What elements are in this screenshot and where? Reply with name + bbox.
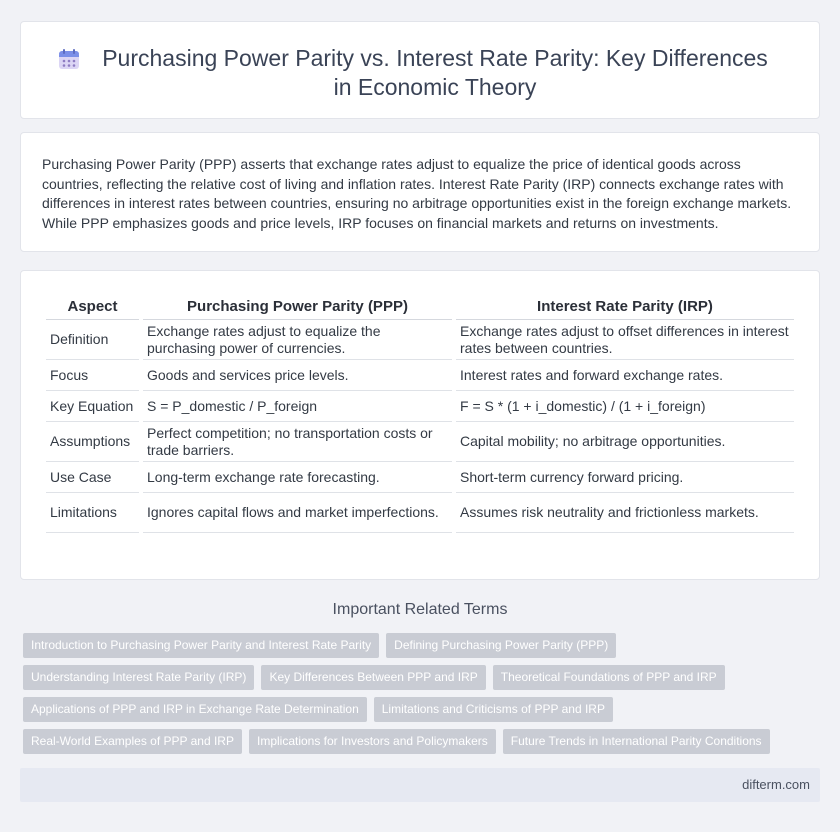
related-term-link[interactable]: Introduction to Purchasing Power Parity and Interest Rate Parity bbox=[23, 633, 379, 658]
row-aspect: Definition bbox=[46, 320, 139, 360]
row-aspect: Assumptions bbox=[46, 422, 139, 462]
tag-row bbox=[23, 729, 783, 754]
row-irp: Interest rates and forward exchange rates. bbox=[456, 360, 794, 391]
row-aspect: Key Equation bbox=[46, 391, 139, 422]
row-ppp: Ignores capital flows and market imperfections. bbox=[143, 493, 452, 533]
row-aspect: Focus bbox=[46, 360, 139, 391]
related-term-link[interactable]: Applications of PPP and IRP in Exchange Rate Determination bbox=[23, 697, 367, 722]
footer bbox=[20, 768, 820, 802]
site-link[interactable]: difterm.com bbox=[742, 777, 810, 792]
table-row bbox=[46, 391, 794, 422]
related-term-link[interactable]: Future Trends in International Parity Conditions bbox=[503, 729, 770, 754]
comparison-table bbox=[42, 294, 798, 533]
related-term-link[interactable]: Defining Purchasing Power Parity (PPP) bbox=[386, 633, 616, 658]
tag-row bbox=[23, 697, 783, 722]
tag-row bbox=[23, 633, 783, 658]
header-aspect: Aspect bbox=[46, 294, 139, 320]
table-header-row bbox=[46, 294, 794, 320]
row-ppp: Goods and services price levels. bbox=[143, 360, 452, 391]
related-terms-list bbox=[23, 633, 783, 761]
title-card bbox=[20, 21, 820, 119]
related-term-link[interactable]: Implications for Investors and Policymakers bbox=[249, 729, 496, 754]
comparison-card bbox=[20, 270, 820, 580]
row-irp: Exchange rates adjust to offset differences in interest rates between countries. bbox=[456, 320, 794, 360]
row-ppp: Exchange rates adjust to equalize the purchasing power of currencies. bbox=[143, 320, 452, 360]
row-irp: Capital mobility; no arbitrage opportunities. bbox=[456, 422, 794, 462]
row-ppp: S = P_domestic / P_foreign bbox=[143, 391, 452, 422]
table-row bbox=[46, 422, 794, 462]
row-ppp: Long-term exchange rate forecasting. bbox=[143, 462, 452, 493]
related-terms-heading: Important Related Terms bbox=[332, 601, 508, 618]
row-irp: Assumes risk neutrality and frictionless markets. bbox=[456, 493, 794, 533]
header-irp: Interest Rate Parity (IRP) bbox=[456, 294, 794, 320]
table-row bbox=[46, 360, 794, 391]
table-row bbox=[46, 320, 794, 360]
row-ppp: Perfect competition; no transportation costs or trade barriers. bbox=[143, 422, 452, 462]
header-ppp: Purchasing Power Parity (PPP) bbox=[143, 294, 452, 320]
row-irp: Short-term currency forward pricing. bbox=[456, 462, 794, 493]
table-row bbox=[46, 493, 794, 533]
related-term-link[interactable]: Limitations and Criticisms of PPP and IRP bbox=[374, 697, 613, 722]
related-term-link[interactable]: Theoretical Foundations of PPP and IRP bbox=[493, 665, 725, 690]
row-irp: F = S * (1 + i_domestic) / (1 + i_foreign) bbox=[456, 391, 794, 422]
intro-paragraph: Purchasing Power Parity (PPP) asserts that exchange rates adjust to equalize the price of identical goods across countries, reflecting the relative cost of living and inflation rates. Interest Rate Parity (IRP) connects exchange rates with differences in interest rates between countries, ensuring no arbitrage opportunities exist in the foreign exchange markets. While PPP emphasizes goods and price levels, IRP focuses on financial markets and returns on investments. bbox=[42, 156, 792, 231]
intro-card bbox=[20, 132, 820, 252]
tag-row bbox=[23, 665, 783, 690]
page-title: Purchasing Power Parity vs. Interest Rate Parity: Key Differences in Economic Theory bbox=[102, 45, 768, 100]
related-term-link[interactable]: Real-World Examples of PPP and IRP bbox=[23, 729, 242, 754]
related-term-link[interactable]: Key Differences Between PPP and IRP bbox=[261, 665, 485, 690]
row-aspect: Limitations bbox=[46, 493, 139, 533]
row-aspect: Use Case bbox=[46, 462, 139, 493]
related-term-link[interactable]: Understanding Interest Rate Parity (IRP) bbox=[23, 665, 254, 690]
table-row bbox=[46, 462, 794, 493]
